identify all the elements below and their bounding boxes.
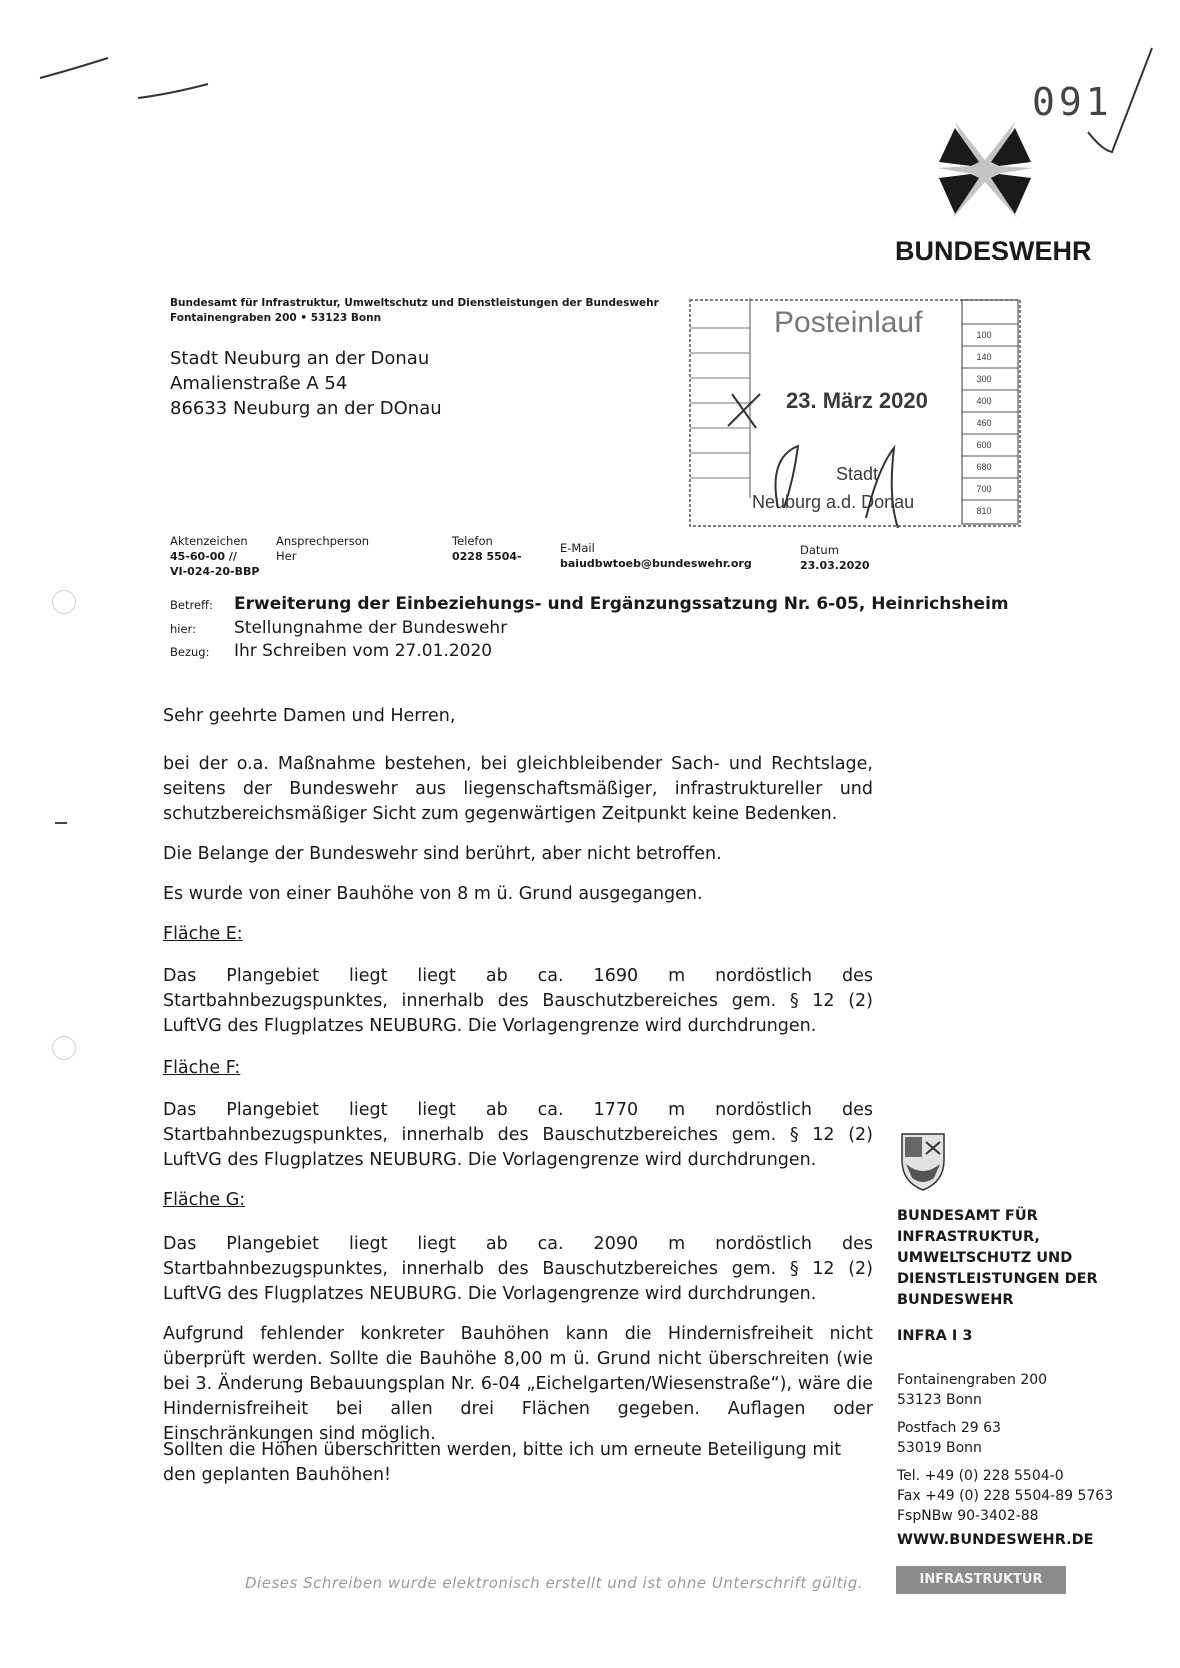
punch-hole-2 — [52, 1036, 76, 1060]
body-paragraph-1: bei der o.a. Maßnahme bestehen, bei gleichbleibender Sach- und Rechtslage, seitens der Bundeswehr aus liegenschaftsmäßiger, infrastruktureller und schutzbereichsmäßiger Sicht zum gegenwärtigen Zeitpunkt keine Bedenken. — [163, 754, 873, 824]
recipient-city: 86633 Neuburg an der DOnau — [170, 398, 442, 419]
sidebar-org-name — [897, 1206, 1098, 1311]
hier-value: Stellungnahme der Bundeswehr — [234, 618, 508, 638]
body-paragraph-3: Es wurde von einer Bauhöhe von 8 m ü. Grund ausgegangen. — [163, 884, 703, 904]
body-paragraph-5: Sollten die Höhen überschritten werden, bitte ich um erneute Beteiligung mit den geplanten Bauhöhen! — [163, 1440, 842, 1485]
sidebar-postfach-block — [897, 1418, 1001, 1458]
ref-aktenzeichen — [170, 534, 259, 579]
betreff-value: Erweiterung der Einbeziehungs- und Ergänzungssatzung Nr. 6-05, Heinrichsheim — [234, 594, 1009, 614]
ansprechperson-value: Her — [276, 549, 297, 563]
sender-line-1: Bundesamt für Infrastruktur, Umweltschutz und Dienstleistungen der Bundeswehr — [170, 297, 659, 309]
aktenzeichen-line-2: VI-024-20-BBP — [170, 565, 260, 578]
sidebar-org-line-5: BUNDESWEHR — [897, 1292, 1014, 1308]
stamp-code-5: 600 — [976, 440, 992, 450]
aktenzeichen-label: Aktenzeichen — [170, 534, 248, 548]
betreff-label: Betreff: — [170, 598, 213, 612]
sidebar-unit: INFRA I 3 — [897, 1328, 973, 1344]
sender-line-2: Fontainengraben 200 • 53123 Bonn — [170, 312, 382, 324]
flaeche-f-heading: Fläche F: — [163, 1058, 241, 1078]
flaeche-e-text: Das Plangebiet liegt liegt ab ca. 1690 m nordöstlich des Startbahnbezugspunktes, innerhalb des Bauschutzbereiches gem. § 12 (2) LuftVG des Flugplatzes NEUBURG. Die Vorlagengrenze wird durchdrungen. — [163, 966, 873, 1036]
bezug-label: Bezug: — [170, 645, 210, 659]
recipient-name: Stadt Neuburg an der Donau — [170, 348, 430, 369]
sidebar-tel: Tel. +49 (0) 228 5504-0 — [897, 1468, 1064, 1484]
bezug-value: Ihr Schreiben vom 27.01.2020 — [234, 641, 493, 661]
body-paragraph-4: Aufgrund fehlender konkreter Bauhöhen kann die Hindernisfreiheit nicht überprüft werden. Sollte die Bauhöhe 8,00 m ü. Grund nicht überschreiten (wie bei 3. Änderung Bebauungsplan Nr. 6-04 „Eichelgarten/Wiesenstraße“), wäre die Hindernisfreiheit bei allen drei Flächen gegeben. Auflagen oder Einschränkungen sind möglich. — [163, 1324, 873, 1444]
sidebar-org-line-1: BUNDESAMT FÜR — [897, 1208, 1038, 1224]
subject-betreff — [170, 594, 1009, 614]
stamp-code-3: 400 — [976, 396, 992, 406]
telefon-value: 0228 5504- — [452, 550, 522, 563]
stamp-code-8: 810 — [976, 506, 992, 516]
punch-hole-1 — [52, 590, 76, 614]
stamp-code-1: 140 — [976, 352, 992, 362]
sidebar-org-line-2: INFRASTRUKTUR, — [897, 1229, 1040, 1245]
flaeche-e-heading: Fläche E: — [163, 924, 243, 944]
subject-bezug — [170, 641, 492, 661]
flaeche-g-text: Das Plangebiet liegt liegt ab ca. 2090 m nordöstlich des Startbahnbezugspunktes, innerhalb des Bauschutzbereiches gem. § 12 (2) LuftVG des Flugplatzes NEUBURG. Die Vorlagengrenze wird durchdrungen. — [163, 1234, 873, 1304]
ref-email — [560, 541, 752, 571]
stamp-date: 23. März 2020 — [786, 388, 928, 413]
recipient-address — [170, 346, 442, 421]
ansprechperson-label: Ansprechperson — [276, 534, 370, 548]
ref-telefon — [452, 534, 522, 564]
sidebar-fsp: FspNBw 90-3402-88 — [897, 1508, 1039, 1524]
datum-label: Datum — [800, 543, 839, 557]
brand-name: BUNDESWEHR — [895, 236, 1092, 266]
email-label: E-Mail — [560, 541, 595, 555]
stamp-city-line2: Neuburg a.d. Donau — [752, 492, 915, 512]
sidebar-contact — [897, 1466, 1113, 1526]
salutation: Sehr geehrte Damen und Herren, — [163, 706, 456, 726]
flaeche-f-text: Das Plangebiet liegt liegt ab ca. 1770 m nordöstlich des Startbahnbezugspunktes, innerhalb des Bauschutzbereiches gem. § 12 (2) LuftVG des Flugplatzes NEUBURG. Die Vorlagengrenze wird durchdrungen. — [163, 1100, 873, 1170]
hier-label: hier: — [170, 622, 196, 636]
ref-ansprechperson — [276, 534, 369, 564]
stamp-title: Posteinlauf — [774, 306, 923, 339]
ref-datum — [800, 543, 870, 573]
page-number: 091 — [1032, 80, 1113, 124]
stamp-city-line1: Stadt — [836, 464, 879, 484]
sidebar-postfach-city: 53019 Bonn — [897, 1440, 982, 1456]
sidebar-web: WWW.BUNDESWEHR.DE — [897, 1532, 1094, 1548]
sender-address — [170, 296, 659, 326]
body-paragraph-2: Die Belange der Bundeswehr sind berührt, aber nicht betroffen. — [163, 844, 722, 864]
subject-hier — [170, 618, 507, 638]
fold-mark — [55, 822, 67, 824]
stamp-code-0: 100 — [976, 330, 992, 340]
footer-note: Dieses Schreiben wurde elektronisch erstellt und ist ohne Unterschrift gültig. — [245, 1574, 864, 1592]
coat-of-arms-icon — [898, 1130, 948, 1192]
received-stamp — [688, 298, 1022, 528]
stamp-code-6: 680 — [976, 462, 992, 472]
sidebar-postfach: Postfach 29 63 — [897, 1420, 1001, 1436]
sidebar-org-line-3: UMWELTSCHUTZ UND — [897, 1250, 1073, 1266]
iron-cross-icon — [935, 122, 1035, 220]
stamp-code-2: 300 — [976, 374, 992, 384]
stamp-code-7: 700 — [976, 484, 992, 494]
telefon-label: Telefon — [452, 534, 493, 548]
sidebar-city: 53123 Bonn — [897, 1392, 982, 1408]
checkmark-icon — [1080, 40, 1160, 160]
recipient-street: Amalienstraße A 54 — [170, 373, 348, 394]
stamp-code-4: 460 — [976, 418, 992, 428]
sidebar-address — [897, 1370, 1047, 1410]
flaeche-g-heading: Fläche G: — [163, 1190, 246, 1210]
datum-value: 23.03.2020 — [800, 559, 870, 572]
sidebar-fax: Fax +49 (0) 228 5504-89 5763 — [897, 1488, 1114, 1504]
handwritten-strokes — [30, 40, 230, 110]
sidebar-street: Fontainengraben 200 — [897, 1372, 1048, 1388]
email-value: baiudbwtoeb@bundeswehr.org — [560, 557, 752, 570]
sidebar-org-line-4: DIENSTLEISTUNGEN DER — [897, 1271, 1098, 1287]
infrastruktur-badge: INFRASTRUKTUR — [896, 1566, 1066, 1594]
aktenzeichen-line-1: 45-60-00 // — [170, 550, 237, 563]
